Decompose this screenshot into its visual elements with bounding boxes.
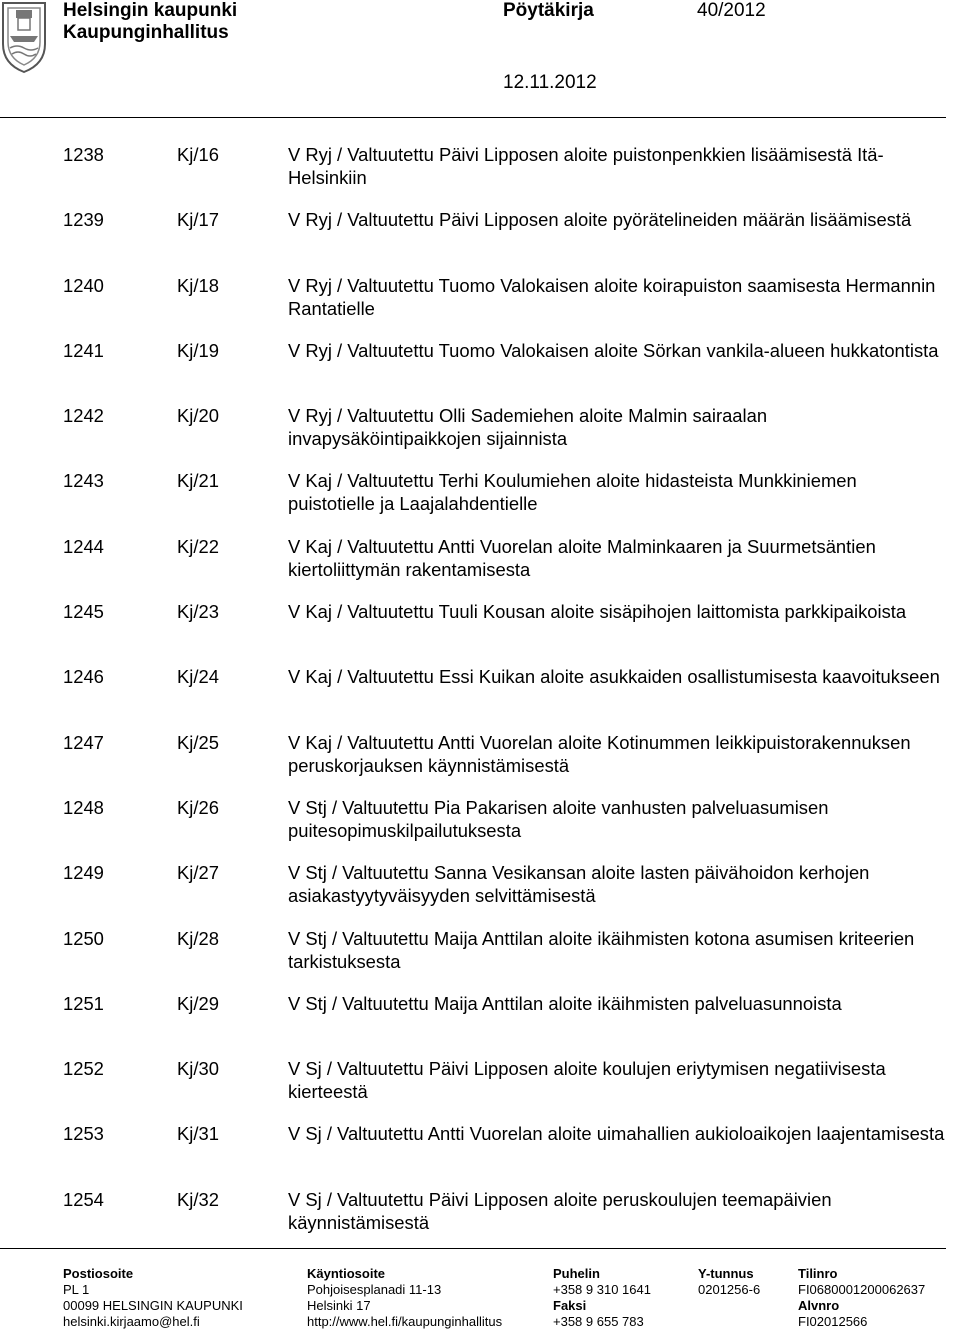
agenda-item-number: 1250 [63,927,104,949]
agenda-item-number: 1244 [63,535,104,557]
agenda-item [63,208,943,273]
footer-phone-number: +358 9 310 1641 [553,1282,651,1297]
footer-account [798,1266,925,1330]
agenda-item-title: V Kaj / Valtuutettu Antti Vuorelan aloite Malminkaaren ja Suurmetsäntien kiertoliittymän rakentamisesta [288,535,876,580]
agenda-item-title: V Ryj / Valtuutettu Olli Sademiehen aloite Malmin sairaalan invapysäköintipaikkojen sijainnista [288,405,768,450]
agenda-item-code: Kj/18 [177,274,219,296]
agenda-item-number: 1246 [63,666,104,688]
agenda-item-number: 1241 [63,339,104,361]
agenda-item-code: Kj/22 [177,535,219,557]
agenda-item-title: V Ryj / Valtuutettu Päivi Lipposen aloite puistonpenkkien lisäämisestä Itä-Helsinkiin [288,144,884,188]
agenda-item [63,274,943,339]
footer-postal-line1: PL 1 [63,1282,90,1297]
footer-account-number: FI0680001200062637 [798,1282,926,1297]
agenda-item [63,469,943,534]
footer-postal-heading: Postiosoite [63,1266,134,1281]
agenda-item-code: Kj/19 [177,339,219,361]
agenda-item-code: Kj/16 [177,144,219,165]
agenda-item [63,1057,943,1122]
agenda-item-number: 1242 [63,405,104,427]
agenda-item-code: Kj/32 [177,1188,219,1210]
agenda-item-code: Kj/31 [177,1123,219,1145]
agenda-item [63,404,943,469]
agenda-item-number: 1253 [63,1123,104,1145]
header-divider [0,117,946,118]
footer-postal-line2: 00099 HELSINGIN KAUPUNKI [63,1298,243,1313]
footer-vat-heading: Alvnro [798,1298,840,1313]
agenda-item-title: V Kaj / Valtuutettu Terhi Koulumiehen aloite hidasteista Munkkiniemen puistotielle ja Laajalahdentielle [288,470,857,515]
agenda-item-title: V Sj / Valtuutettu Päivi Lipposen aloite peruskoulujen teemapäivien käynnistämisestä [288,1188,832,1233]
footer-business-id-value: 0201256-6 [698,1282,761,1297]
document-number: 40/2012 [697,0,766,21]
agenda-item-code: Kj/21 [177,470,219,492]
agenda-item-code: Kj/25 [177,731,219,753]
agenda-item-title: V Ryj / Valtuutettu Tuomo Valokaisen aloite koirapuiston saamisesta Hermannin Rantatielle [288,274,936,319]
footer-divider [0,1248,946,1249]
agenda-item-code: Kj/23 [177,601,219,623]
agenda-item-number: 1254 [63,1188,104,1210]
agenda-item [63,1188,943,1253]
agenda-item-code: Kj/30 [177,1058,219,1080]
governing-body-name: Kaupunginhallitus [63,22,229,43]
agenda-item-number: 1249 [63,862,104,884]
agenda-item-title: V Ryj / Valtuutettu Päivi Lipposen aloite pyörätelineiden määrän lisäämisestä [288,209,912,231]
agenda-item [63,992,943,1057]
agenda-item-title: V Sj / Valtuutettu Päivi Lipposen aloite koulujen eriytymisen negatiivisesta kierteestä [288,1058,886,1103]
agenda-item-title: V Kaj / Valtuutettu Essi Kuikan aloite asukkaiden osallistumisesta kaavoitukseen [288,666,940,688]
agenda-item [63,665,943,730]
footer-visit-line1: Pohjoisesplanadi 11-13 [307,1282,442,1297]
agenda-item-code: Kj/17 [177,209,219,231]
agenda-item-number: 1245 [63,601,104,623]
footer-business-id-heading: Y-tunnus [698,1266,754,1281]
organization-name: Helsingin kaupunki [63,0,238,21]
agenda-item-title: V Sj / Valtuutettu Antti Vuorelan aloite uimahallien aukioloaikojen laajentamisesta [288,1123,945,1145]
footer-fax-number: +358 9 655 783 [553,1314,644,1329]
agenda-item-number: 1243 [63,470,104,492]
footer-account-heading: Tilinro [798,1266,838,1281]
agenda-item-number: 1251 [63,992,104,1014]
agenda-list [63,143,943,1253]
agenda-item-number: 1240 [63,274,104,296]
footer-phone-heading: Puhelin [553,1266,600,1281]
footer-fax-heading: Faksi [553,1298,587,1313]
footer-vat-number: FI02012566 [798,1314,868,1329]
agenda-item-title: V Stj / Valtuutettu Maija Anttilan aloite ikäihmisten kotona asumisen kriteerien tarkistuksesta [288,927,915,972]
agenda-item [63,1122,943,1187]
agenda-item-code: Kj/24 [177,666,219,688]
agenda-item [63,600,943,665]
agenda-item-title: V Kaj / Valtuutettu Antti Vuorelan aloite Kotinummen leikkipuistorakennuksen peruskorjauksen käynnistämisestä [288,731,911,776]
footer-visit-address [307,1266,502,1330]
agenda-item-title: V Stj / Valtuutettu Sanna Vesikansan aloite lasten päivähoidon kerhojen asiakastyytyväisyyden selvittämisestä [288,862,870,907]
agenda-item-number: 1248 [63,796,104,818]
footer-website-link[interactable]: http://www.hel.fi/kaupunginhallitus [307,1314,503,1329]
agenda-item-title: V Ryj / Valtuutettu Tuomo Valokaisen aloite Sörkan vankila-alueen hukkatontista [288,339,939,361]
agenda-item [63,927,943,992]
footer-visit-heading: Käyntiosoite [307,1266,386,1281]
agenda-item-title: V Stj / Valtuutettu Pia Pakarisen aloite vanhusten palveluasumisen puitesopimuskilpailutuksesta [288,796,829,841]
agenda-item [63,731,943,796]
helsinki-crest-logo [0,0,48,74]
footer-email-link[interactable]: helsinki.kirjaamo@hel.fi [63,1314,200,1329]
agenda-item-title: V Kaj / Valtuutettu Tuuli Kousan aloite sisäpihojen laittomista parkkipaikoista [288,601,907,623]
agenda-item-title: V Stj / Valtuutettu Maija Anttilan aloite ikäihmisten palveluasunnoista [288,992,842,1014]
footer-business-id [698,1266,760,1298]
document-type: Pöytäkirja [503,0,594,21]
agenda-item-number: 1252 [63,1058,104,1080]
agenda-item [63,339,943,404]
agenda-item [63,143,943,208]
footer-visit-line2: Helsinki 17 [307,1298,371,1313]
agenda-item-code: Kj/28 [177,927,219,949]
agenda-item-number: 1238 [63,144,104,165]
agenda-item-code: Kj/20 [177,405,219,427]
agenda-item-number: 1239 [63,209,104,231]
agenda-item [63,796,943,861]
agenda-item [63,535,943,600]
agenda-item-code: Kj/29 [177,992,219,1014]
meeting-date: 12.11.2012 [503,72,597,93]
agenda-item-code: Kj/27 [177,862,219,884]
agenda-item-code: Kj/26 [177,796,219,818]
agenda-item-number: 1247 [63,731,104,753]
footer-phone [553,1266,651,1330]
agenda-item [63,861,943,926]
footer-postal-address [63,1266,243,1330]
